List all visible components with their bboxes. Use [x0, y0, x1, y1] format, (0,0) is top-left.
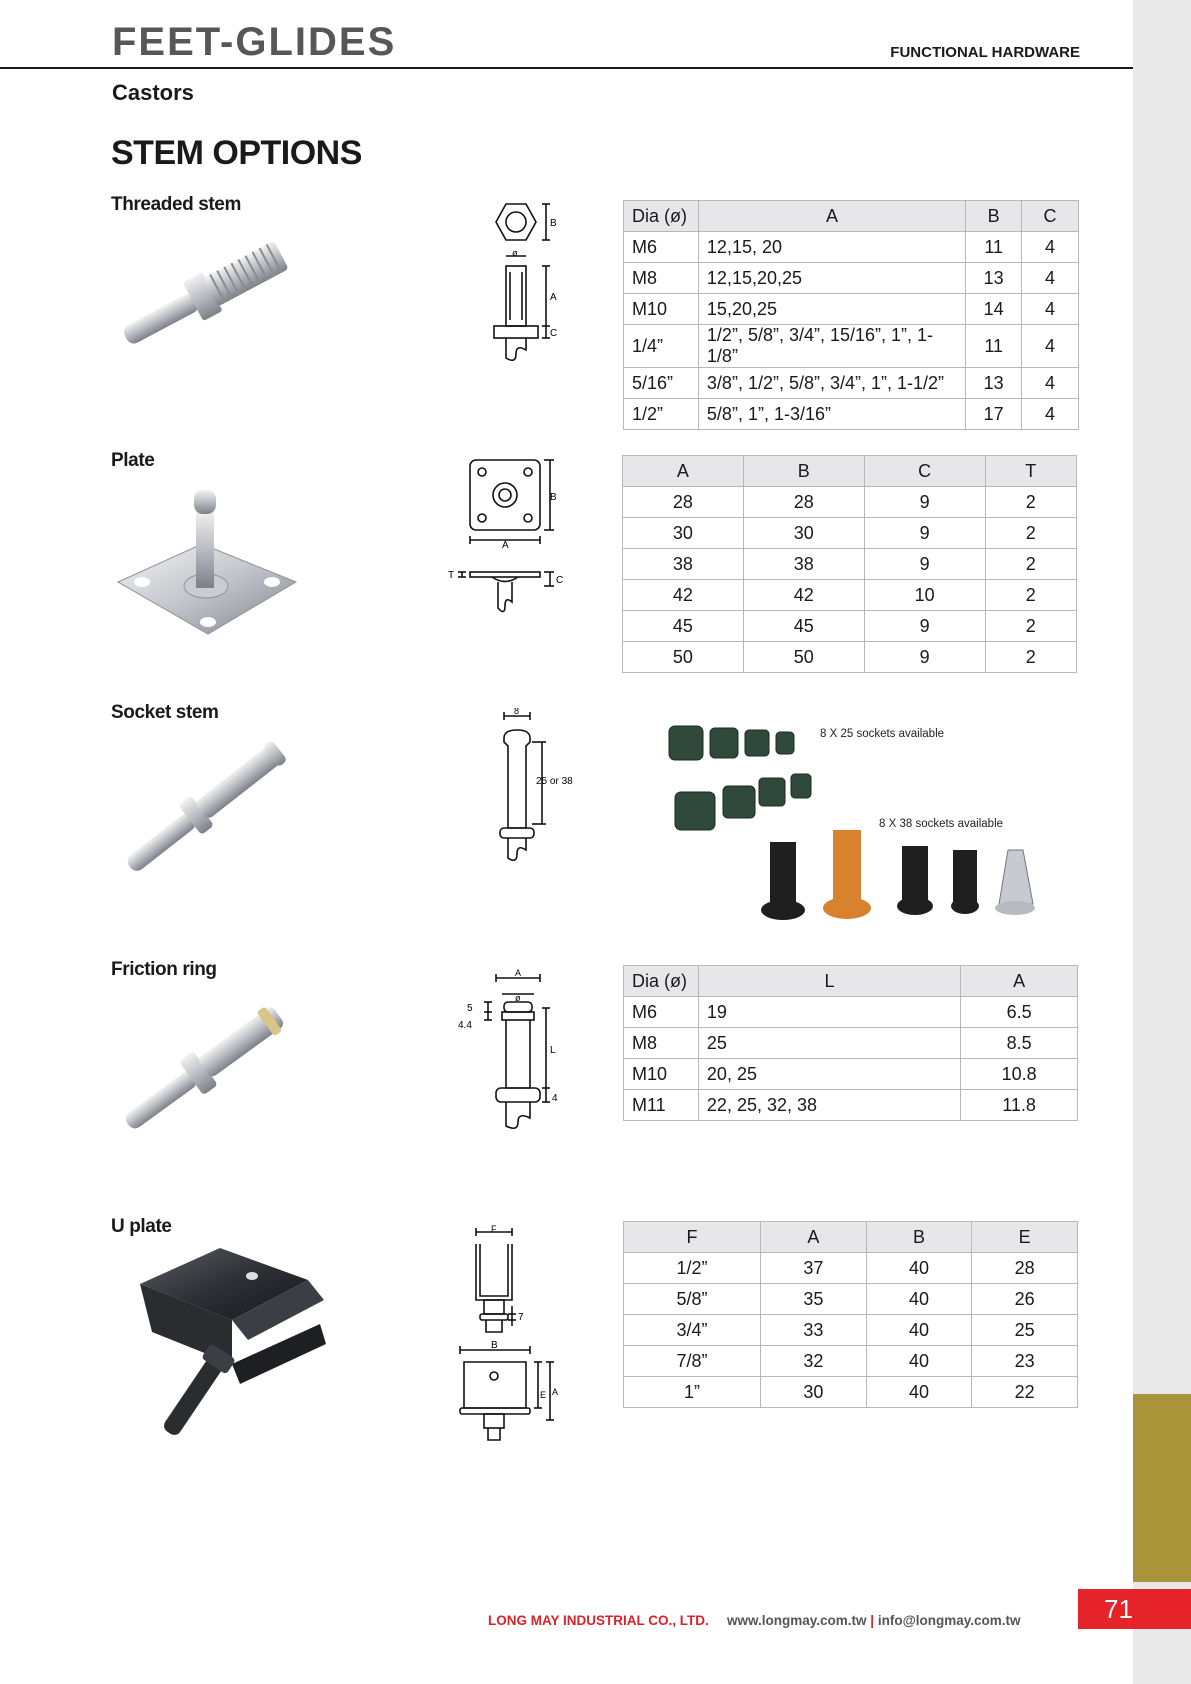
table-header: B [743, 456, 864, 487]
page-number: 71 [1078, 1589, 1191, 1629]
socket-note-25: 8 X 25 sockets available [820, 728, 945, 740]
friction-ring-drawing [454, 968, 574, 1134]
dim-dia: ø [512, 248, 518, 258]
plate-drawing [444, 456, 574, 618]
header-rule [0, 67, 1133, 69]
dim-5: 5 [467, 1003, 473, 1014]
dim-l: L [550, 1045, 556, 1056]
table-row: 5/16” 3/8”, 1/2”, 5/8”, 3/4”, 1”, 1-1/2” 13 4 [624, 368, 1079, 399]
friction-ring-photo [112, 988, 302, 1148]
side-band-accent [1133, 1394, 1191, 1582]
dim-a: A [502, 540, 509, 551]
dim-c: C [556, 575, 564, 586]
table-row: 1/2” 37 40 28 [624, 1253, 1078, 1284]
dim-length: 25 or 38 [536, 776, 573, 787]
socket-stem-drawing [488, 708, 578, 864]
dim-b: B [491, 1340, 498, 1351]
table-header: B [966, 201, 1022, 232]
section-title: STEM OPTIONS [111, 134, 362, 172]
dim-e: E [540, 1390, 547, 1400]
dim-a: A [515, 968, 522, 978]
threaded-stem-table [623, 200, 1079, 430]
table-row: M10 15,20,25 14 4 [624, 294, 1079, 325]
u-plate-label: U plate [111, 1216, 172, 1237]
threaded-stem-photo [112, 222, 302, 362]
table-row: M8 12,15,20,25 13 4 [624, 263, 1079, 294]
table-header: C [864, 456, 985, 487]
table-header: F [624, 1222, 761, 1253]
dim-width: 8 [514, 708, 520, 716]
friction-ring-label: Friction ring [111, 959, 217, 980]
table-row: 7/8” 32 40 23 [624, 1346, 1078, 1377]
dim-f: F [491, 1224, 497, 1234]
footer-company: LONG MAY INDUSTRIAL CO., LTD. [488, 1613, 709, 1628]
dim-4-4: 4.4 [458, 1020, 472, 1031]
threaded-stem-drawing [488, 198, 578, 364]
table-row: 42 42 10 2 [623, 580, 1077, 611]
plate-table [622, 455, 1077, 673]
table-row: 1/2” 5/8”, 1”, 1-3/16” 17 4 [624, 399, 1079, 430]
category-label: FUNCTIONAL HARDWARE [890, 44, 1080, 61]
u-plate-table [623, 1221, 1078, 1408]
table-header: C [1022, 201, 1079, 232]
dim-4: 4 [552, 1093, 558, 1104]
dim-c: C [550, 328, 558, 339]
dim-a: A [550, 292, 557, 303]
table-row: 50 50 9 2 [623, 642, 1077, 673]
table-header: Dia (ø) [624, 201, 699, 232]
table-row: M6 12,15, 20 11 4 [624, 232, 1079, 263]
table-row: M11 22, 25, 32, 38 11.8 [624, 1090, 1078, 1121]
table-row: 1/4” 1/2”, 5/8”, 3/4”, 15/16”, 1”, 1-1/8” 11 4 [624, 325, 1079, 368]
table-header: E [972, 1222, 1078, 1253]
table-row: 3/4” 33 40 25 [624, 1315, 1078, 1346]
dim-a: A [552, 1387, 559, 1397]
u-plate-photo [112, 1240, 332, 1450]
socket-stem-photo [112, 728, 302, 888]
dim-dia: ø [515, 993, 521, 1003]
dim-7: 7 [518, 1312, 524, 1323]
table-header: A [761, 1222, 867, 1253]
footer-contact [727, 1613, 1021, 1628]
table-header: A [698, 201, 965, 232]
footer-website[interactable]: www.longmay.com.tw [727, 1613, 867, 1628]
dim-t: T [448, 570, 455, 581]
page-subtitle: Castors [112, 80, 194, 105]
dim-b: B [550, 218, 557, 229]
table-row: 45 45 9 2 [623, 611, 1077, 642]
footer-separator: | [870, 1613, 875, 1628]
table-row: M8 25 8.5 [624, 1028, 1078, 1059]
table-row: 1” 30 40 22 [624, 1377, 1078, 1408]
socket-stem-label: Socket stem [111, 702, 219, 723]
footer-email[interactable]: info@longmay.com.tw [877, 1613, 1021, 1628]
table-header: T [985, 456, 1076, 487]
table-row: M6 19 6.5 [624, 997, 1078, 1028]
table-header: B [866, 1222, 972, 1253]
table-row: 5/8” 35 40 26 [624, 1284, 1078, 1315]
table-header: L [698, 966, 960, 997]
threaded-stem-label: Threaded stem [111, 194, 241, 215]
u-plate-drawing [454, 1222, 574, 1456]
socket-note-38: 8 X 38 sockets available [879, 818, 1004, 830]
table-row: 38 38 9 2 [623, 549, 1077, 580]
plate-label: Plate [111, 450, 155, 471]
table-header: A [623, 456, 744, 487]
table-row: M10 20, 25 10.8 [624, 1059, 1078, 1090]
dim-b: B [550, 492, 557, 503]
friction-ring-table [623, 965, 1078, 1121]
table-header: Dia (ø) [624, 966, 699, 997]
plate-photo [112, 482, 302, 642]
page-title: FEET-GLIDES [112, 20, 397, 64]
table-header: A [961, 966, 1078, 997]
table-row: 30 30 9 2 [623, 518, 1077, 549]
table-row: 28 28 9 2 [623, 487, 1077, 518]
